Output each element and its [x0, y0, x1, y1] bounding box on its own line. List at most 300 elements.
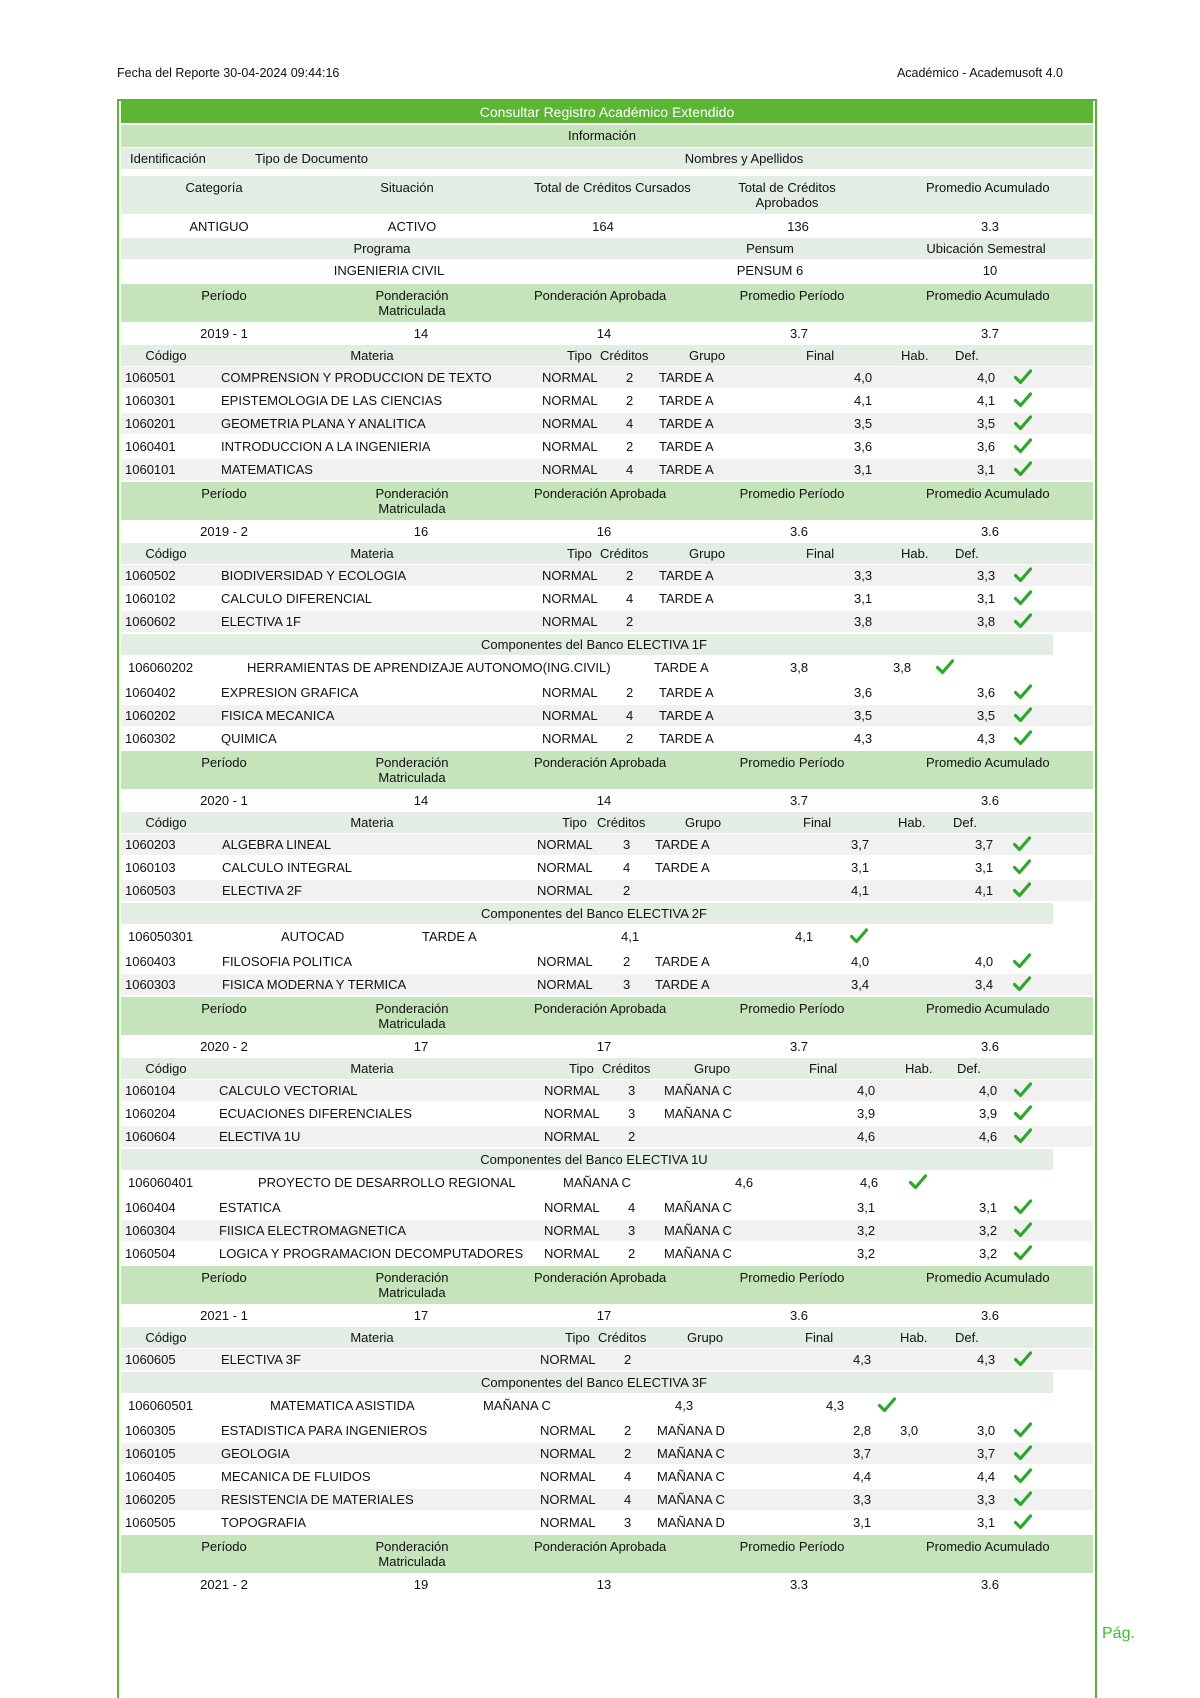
- course-row: [121, 413, 1093, 434]
- course-final: 3,2: [857, 1246, 876, 1261]
- course-def: 3,6: [977, 685, 996, 700]
- course-row: [121, 1243, 1093, 1264]
- course-grupo: TARDE A: [659, 462, 714, 477]
- banco-grupo: MAÑANA C: [563, 1175, 631, 1190]
- period-values-row: [121, 790, 1093, 811]
- value-pensum: PENSUM 6: [736, 263, 804, 278]
- course-final: 3,4: [851, 977, 870, 992]
- course-creditos: 2: [628, 1246, 636, 1261]
- course-row: [121, 459, 1093, 480]
- course-def: 3,1: [979, 1200, 998, 1215]
- check-icon: [1013, 953, 1031, 969]
- course-final: 3,6: [854, 439, 873, 454]
- banco-title: Componentes del Banco ELECTIVA 3F: [481, 1375, 707, 1390]
- check-icon: [1014, 1445, 1032, 1461]
- label-tipo: Tipo: [565, 1330, 590, 1345]
- value-promedio-acumulado: 3.7: [980, 326, 1000, 341]
- course-row: [121, 611, 1093, 632]
- label-tipo: Tipo: [567, 348, 592, 363]
- label-situacion: Situación: [380, 180, 434, 195]
- label-promedio-acumulado: Promedio Acumulado: [926, 755, 1050, 770]
- info-program-labels-row: [121, 238, 1093, 259]
- check-icon: [1014, 684, 1032, 700]
- page-title: [121, 101, 1093, 123]
- label-nombres: Nombres y Apellidos: [684, 151, 804, 166]
- label-final: Final: [809, 1061, 838, 1076]
- course-grupo: TARDE A: [659, 370, 714, 385]
- banco-def: 4,3: [826, 1398, 845, 1413]
- label-pond-aprobada: Ponderación Aprobada: [534, 755, 667, 770]
- course-tipo: NORMAL: [544, 1083, 600, 1098]
- label-hab: Hab.: [905, 1061, 933, 1076]
- course-creditos: 4: [623, 860, 631, 875]
- course-materia: CALCULO VECTORIAL: [219, 1083, 358, 1098]
- info-section-header: [121, 125, 1093, 147]
- course-grupo: MAÑANA C: [657, 1446, 725, 1461]
- check-icon: [1014, 1105, 1032, 1121]
- label-grupo: Grupo: [687, 1330, 724, 1345]
- banco-final: 4,1: [621, 929, 640, 944]
- course-tipo: NORMAL: [544, 1106, 600, 1121]
- label-final: Final: [805, 1330, 834, 1345]
- academic-record-frame: [117, 99, 1097, 1698]
- value-matriculada: 14: [413, 793, 429, 808]
- banco-header-row: [121, 903, 1053, 924]
- course-def: 3,4: [975, 977, 994, 992]
- info-id-row: [121, 148, 1093, 169]
- banco-row: [121, 1395, 1093, 1417]
- course-grupo: TARDE A: [659, 416, 714, 431]
- value-periodo: 2021 - 1: [200, 1308, 248, 1323]
- course-materia: EXPRESION GRAFICA: [221, 685, 359, 700]
- label-final: Final: [806, 546, 835, 561]
- period-values-row: [121, 521, 1093, 542]
- course-tipo: NORMAL: [542, 614, 598, 629]
- course-materia: FILOSOFIA POLITICA: [222, 954, 353, 969]
- course-tipo: NORMAL: [544, 1223, 600, 1238]
- course-codigo: 1060405: [125, 1469, 176, 1484]
- banco-codigo: 106060401: [128, 1175, 194, 1190]
- label-pond-aprobada: Ponderación Aprobada: [534, 1539, 667, 1554]
- period-header-row: [121, 1535, 1093, 1573]
- course-def: 3,9: [979, 1106, 998, 1121]
- label-pond-aprobada: Ponderación Aprobada: [534, 486, 667, 501]
- period-values-row: [121, 1574, 1093, 1595]
- course-creditos: 2: [628, 1129, 636, 1144]
- banco-title: Componentes del Banco ELECTIVA 1F: [481, 637, 707, 652]
- course-codigo: 1060502: [125, 568, 176, 583]
- label-def: Def.: [955, 1330, 979, 1345]
- course-def: 3,2: [979, 1246, 998, 1261]
- course-header-row: [121, 1058, 1093, 1079]
- course-grupo: TARDE A: [659, 393, 714, 408]
- check-icon: [1014, 613, 1032, 629]
- label-promedio-periodo: Promedio Período: [739, 1539, 845, 1554]
- label-grupo: Grupo: [689, 546, 726, 561]
- course-row: [121, 1512, 1093, 1533]
- course-codigo: 1060201: [125, 416, 176, 431]
- course-materia: MATEMATICAS: [221, 462, 313, 477]
- value-promedio-periodo: 3.7: [789, 1039, 809, 1054]
- label-codigo: Código: [145, 546, 187, 561]
- label-periodo: Período: [201, 755, 247, 770]
- course-def: 3,1: [977, 462, 996, 477]
- course-materia: QUIMICA: [221, 731, 277, 746]
- course-grupo: MAÑANA C: [664, 1106, 732, 1121]
- period-values-row: [121, 323, 1093, 344]
- banco-final: 4,3: [675, 1398, 694, 1413]
- course-tipo: NORMAL: [542, 708, 598, 723]
- course-tipo: NORMAL: [537, 977, 593, 992]
- course-tipo: NORMAL: [542, 462, 598, 477]
- course-row: [121, 834, 1093, 855]
- label-pond-aprobada: Ponderación Aprobada: [534, 1270, 667, 1285]
- label-pond-aprobada: Ponderación Aprobada: [534, 288, 667, 303]
- label-grupo: Grupo: [685, 815, 722, 830]
- course-grupo: TARDE A: [659, 731, 714, 746]
- check-icon: [878, 1397, 896, 1413]
- check-icon: [1013, 882, 1031, 898]
- period-header-row: [121, 284, 1093, 322]
- course-materia: COMPRENSION Y PRODUCCION DE TEXTO: [221, 370, 492, 385]
- course-creditos: 2: [626, 439, 634, 454]
- label-tipo: Tipo: [569, 1061, 594, 1076]
- label-tipo: Tipo: [562, 815, 587, 830]
- value-aprobada: 16: [596, 524, 612, 539]
- banco-materia: MATEMATICA ASISTIDA: [270, 1398, 415, 1413]
- course-codigo: 1060504: [125, 1246, 176, 1261]
- info-labels-row: [121, 176, 1093, 214]
- value-aprobada: 17: [596, 1039, 612, 1054]
- course-creditos: 2: [624, 1423, 632, 1438]
- course-creditos: 3: [623, 977, 631, 992]
- label-materia: Materia: [350, 348, 394, 363]
- check-icon: [1014, 1514, 1032, 1530]
- course-row: [121, 951, 1093, 972]
- label-creditos: Créditos: [600, 546, 649, 561]
- value-situacion: ACTIVO: [387, 219, 437, 234]
- course-def: 3,5: [977, 416, 996, 431]
- course-tipo: NORMAL: [542, 439, 598, 454]
- course-codigo: 1060304: [125, 1223, 176, 1238]
- course-def: 4,0: [977, 370, 996, 385]
- check-icon: [1014, 1351, 1032, 1367]
- value-total-cursados: 164: [592, 219, 614, 234]
- label-programa: Programa: [353, 241, 411, 256]
- course-def: 3,8: [977, 614, 996, 629]
- value-promedio-acumulado: 3.6: [980, 1577, 1000, 1592]
- course-materia: FIISICA ELECTROMAGNETICA: [219, 1223, 407, 1238]
- check-icon: [1014, 415, 1032, 431]
- course-final: 4,6: [857, 1129, 876, 1144]
- label-creditos: Créditos: [598, 1330, 647, 1345]
- label-hab: Hab.: [901, 348, 929, 363]
- page-label: Pág.: [1102, 1625, 1135, 1642]
- course-row: [121, 1103, 1093, 1124]
- label-promedio-acumulado: Promedio Acumulado: [926, 288, 1050, 303]
- course-codigo: 1060605: [125, 1352, 176, 1367]
- label-hab: Hab.: [900, 1330, 928, 1345]
- course-def: 3,1: [977, 1515, 996, 1530]
- banco-row: [121, 1172, 1093, 1194]
- banco-grupo: TARDE A: [654, 660, 709, 675]
- banco-title: Componentes del Banco ELECTIVA 1U: [480, 1152, 708, 1167]
- course-hab: 3,0: [900, 1423, 919, 1438]
- course-creditos: 4: [626, 591, 634, 606]
- course-row: [121, 1466, 1093, 1487]
- label-periodo: Período: [201, 486, 247, 501]
- course-materia: FISICA MODERNA Y TERMICA: [222, 977, 407, 992]
- check-icon: [1014, 1128, 1032, 1144]
- check-icon: [850, 928, 868, 944]
- course-def: 4,3: [977, 1352, 996, 1367]
- course-creditos: 4: [626, 416, 634, 431]
- course-tipo: NORMAL: [537, 860, 593, 875]
- label-final: Final: [806, 348, 835, 363]
- course-grupo: TARDE A: [655, 837, 710, 852]
- label-materia: Materia: [350, 1061, 394, 1076]
- check-icon: [1013, 836, 1031, 852]
- label-tipo: Tipo: [567, 546, 592, 561]
- course-materia: ELECTIVA 2F: [222, 883, 302, 898]
- value-promedio-acumulado: 3.3: [980, 219, 1000, 234]
- check-icon: [909, 1174, 927, 1190]
- check-icon: [1014, 438, 1032, 454]
- period-header-row: [121, 751, 1093, 789]
- value-ubicacion: 10: [982, 263, 998, 278]
- course-def: 3,1: [975, 860, 994, 875]
- check-icon: [1014, 392, 1032, 408]
- label-grupo: Grupo: [689, 348, 726, 363]
- course-materia: RESISTENCIA DE MATERIALES: [221, 1492, 414, 1507]
- label-materia: Materia: [350, 1330, 394, 1345]
- course-tipo: NORMAL: [540, 1423, 596, 1438]
- period-values-row: [121, 1305, 1093, 1326]
- course-codigo: 1060404: [125, 1200, 176, 1215]
- course-def: 4,0: [979, 1083, 998, 1098]
- course-final: 3,9: [857, 1106, 876, 1121]
- label-codigo: Código: [145, 1330, 187, 1345]
- label-grupo: Grupo: [694, 1061, 731, 1076]
- course-tipo: NORMAL: [537, 883, 593, 898]
- course-materia: ESTADISTICA PARA INGENIEROS: [221, 1423, 428, 1438]
- course-final: 3,1: [854, 462, 873, 477]
- course-creditos: 3: [628, 1083, 636, 1098]
- label-materia: Materia: [350, 546, 394, 561]
- course-final: 4,3: [853, 1352, 872, 1367]
- course-row: [121, 974, 1093, 995]
- info-section-label: Información: [568, 128, 636, 143]
- course-final: 3,1: [851, 860, 870, 875]
- banco-def: 4,1: [795, 929, 814, 944]
- course-header-row: [121, 543, 1093, 564]
- check-icon: [1014, 1199, 1032, 1215]
- course-tipo: NORMAL: [540, 1469, 596, 1484]
- course-codigo: 1060204: [125, 1106, 176, 1121]
- label-periodo: Período: [201, 288, 247, 303]
- course-def: 3,2: [979, 1223, 998, 1238]
- banco-def: 4,6: [860, 1175, 879, 1190]
- course-materia: FISICA MECANICA: [221, 708, 335, 723]
- label-creditos: Créditos: [597, 815, 646, 830]
- course-grupo: TARDE A: [655, 954, 710, 969]
- course-creditos: 4: [624, 1469, 632, 1484]
- course-materia: ELECTIVA 1U: [219, 1129, 301, 1144]
- course-row: [121, 1197, 1093, 1218]
- label-hab: Hab.: [898, 815, 926, 830]
- course-final: 3,1: [857, 1200, 876, 1215]
- course-creditos: 3: [623, 837, 631, 852]
- course-codigo: 1060402: [125, 685, 176, 700]
- course-materia: GEOMETRIA PLANA Y ANALITICA: [221, 416, 426, 431]
- label-periodo: Período: [201, 1001, 247, 1016]
- course-creditos: 3: [628, 1223, 636, 1238]
- course-codigo: 1060105: [125, 1446, 176, 1461]
- value-promedio-periodo: 3.7: [789, 793, 809, 808]
- course-codigo: 1060202: [125, 708, 176, 723]
- label-creditos: Créditos: [600, 348, 649, 363]
- banco-final: 4,6: [735, 1175, 754, 1190]
- value-promedio-periodo: 3.6: [789, 1308, 809, 1323]
- value-periodo: 2019 - 1: [200, 326, 248, 341]
- course-final: 3,5: [854, 416, 873, 431]
- course-creditos: 2: [624, 1446, 632, 1461]
- banco-header-row: [121, 1372, 1053, 1393]
- value-matriculada: 17: [413, 1308, 429, 1323]
- check-icon: [1014, 730, 1032, 746]
- label-promedio-periodo: Promedio Período: [739, 288, 845, 303]
- course-materia: GEOLOGIA: [221, 1446, 290, 1461]
- course-row: [121, 1489, 1093, 1510]
- check-icon: [1014, 1491, 1032, 1507]
- course-grupo: MAÑANA C: [664, 1200, 732, 1215]
- course-codigo: 1060104: [125, 1083, 176, 1098]
- course-final: 4,4: [853, 1469, 872, 1484]
- info-values-row: [121, 216, 1093, 237]
- course-creditos: 2: [624, 1352, 632, 1367]
- value-total-aprobados: 136: [787, 219, 809, 234]
- course-grupo: MAÑANA D: [657, 1423, 725, 1438]
- label-promedio-periodo: Promedio Período: [739, 755, 845, 770]
- label-pond-matriculada: Ponderación Matriculada: [375, 288, 449, 318]
- value-aprobada: 17: [596, 1308, 612, 1323]
- course-row: [121, 1220, 1093, 1241]
- check-icon: [936, 659, 954, 675]
- course-grupo: TARDE A: [655, 860, 710, 875]
- course-codigo: 1060102: [125, 591, 176, 606]
- banco-materia: HERRAMIENTAS DE APRENDIZAJE AUTONOMO(ING.CIVIL): [247, 660, 611, 675]
- course-def: 4,6: [979, 1129, 998, 1144]
- course-creditos: 2: [626, 731, 634, 746]
- course-row: [121, 728, 1093, 749]
- course-row: [121, 367, 1093, 388]
- course-def: 3,7: [975, 837, 994, 852]
- banco-grupo: TARDE A: [422, 929, 477, 944]
- course-codigo: 1060503: [125, 883, 176, 898]
- check-icon: [1014, 1222, 1032, 1238]
- course-creditos: 3: [624, 1515, 632, 1530]
- course-row: [121, 857, 1093, 878]
- course-creditos: 4: [628, 1200, 636, 1215]
- label-pond-matriculada: Ponderación Matriculada: [375, 1539, 449, 1569]
- course-materia: ESTATICA: [219, 1200, 281, 1215]
- course-codigo: 1060604: [125, 1129, 176, 1144]
- course-final: 4,0: [854, 370, 873, 385]
- course-row: [121, 1080, 1093, 1101]
- course-row: [121, 436, 1093, 457]
- value-aprobada: 14: [596, 326, 612, 341]
- label-identificacion: Identificación: [130, 151, 206, 166]
- course-header-row: [121, 345, 1093, 366]
- course-tipo: NORMAL: [537, 837, 593, 852]
- course-grupo: MAÑANA C: [664, 1246, 732, 1261]
- course-grupo: MAÑANA C: [657, 1492, 725, 1507]
- banco-row: [121, 657, 1093, 679]
- label-promedio-periodo: Promedio Período: [739, 1001, 845, 1016]
- course-def: 3,3: [977, 1492, 996, 1507]
- course-final: 3,7: [851, 837, 870, 852]
- check-icon: [1014, 567, 1032, 583]
- app-title: Académico - Academusoft 4.0: [896, 66, 1063, 80]
- label-materia: Materia: [350, 815, 394, 830]
- label-tipo-documento: Tipo de Documento: [255, 151, 368, 166]
- course-tipo: NORMAL: [540, 1446, 596, 1461]
- check-icon: [1014, 1422, 1032, 1438]
- course-row: [121, 390, 1093, 411]
- course-grupo: TARDE A: [659, 568, 714, 583]
- course-grupo: MAÑANA C: [664, 1083, 732, 1098]
- check-icon: [1013, 859, 1031, 875]
- course-final: 4,1: [854, 393, 873, 408]
- label-total-aprobados: Total de Créditos Aprobados: [738, 180, 836, 210]
- value-matriculada: 14: [413, 326, 429, 341]
- label-total-cursados: Total de Créditos Cursados: [534, 180, 691, 195]
- report-date: Fecha del Reporte 30-04-2024 09:44:16: [117, 66, 340, 80]
- banco-header-row: [121, 1149, 1053, 1170]
- course-materia: ELECTIVA 1F: [221, 614, 301, 629]
- banco-materia: PROYECTO DE DESARROLLO REGIONAL: [258, 1175, 516, 1190]
- course-creditos: 2: [626, 393, 634, 408]
- label-periodo: Período: [201, 1539, 247, 1554]
- course-tipo: NORMAL: [542, 731, 598, 746]
- course-materia: LOGICA Y PROGRAMACION DECOMPUTADORES: [219, 1246, 524, 1261]
- banco-grupo: MAÑANA C: [483, 1398, 551, 1413]
- course-tipo: NORMAL: [544, 1246, 600, 1261]
- label-promedio-periodo: Promedio Período: [739, 486, 845, 501]
- course-creditos: 2: [623, 954, 631, 969]
- check-icon: [1014, 1245, 1032, 1261]
- course-codigo: 1060303: [125, 977, 176, 992]
- course-codigo: 1060501: [125, 370, 176, 385]
- course-creditos: 2: [626, 685, 634, 700]
- banco-row: [121, 926, 1093, 948]
- course-tipo: NORMAL: [542, 416, 598, 431]
- course-codigo: 1060101: [125, 462, 176, 477]
- course-final: 4,1: [851, 883, 870, 898]
- check-icon: [1014, 1082, 1032, 1098]
- banco-codigo: 106060202: [128, 660, 194, 675]
- label-pond-aprobada: Ponderación Aprobada: [534, 1001, 667, 1016]
- banco-title: Componentes del Banco ELECTIVA 2F: [481, 906, 707, 921]
- banco-codigo: 106050301: [128, 929, 194, 944]
- course-def: 4,4: [977, 1469, 996, 1484]
- label-hab: Hab.: [901, 546, 929, 561]
- label-def: Def.: [955, 546, 979, 561]
- course-row: [121, 588, 1093, 609]
- course-tipo: NORMAL: [540, 1515, 596, 1530]
- course-grupo: MAÑANA C: [657, 1469, 725, 1484]
- course-row: [121, 1126, 1093, 1147]
